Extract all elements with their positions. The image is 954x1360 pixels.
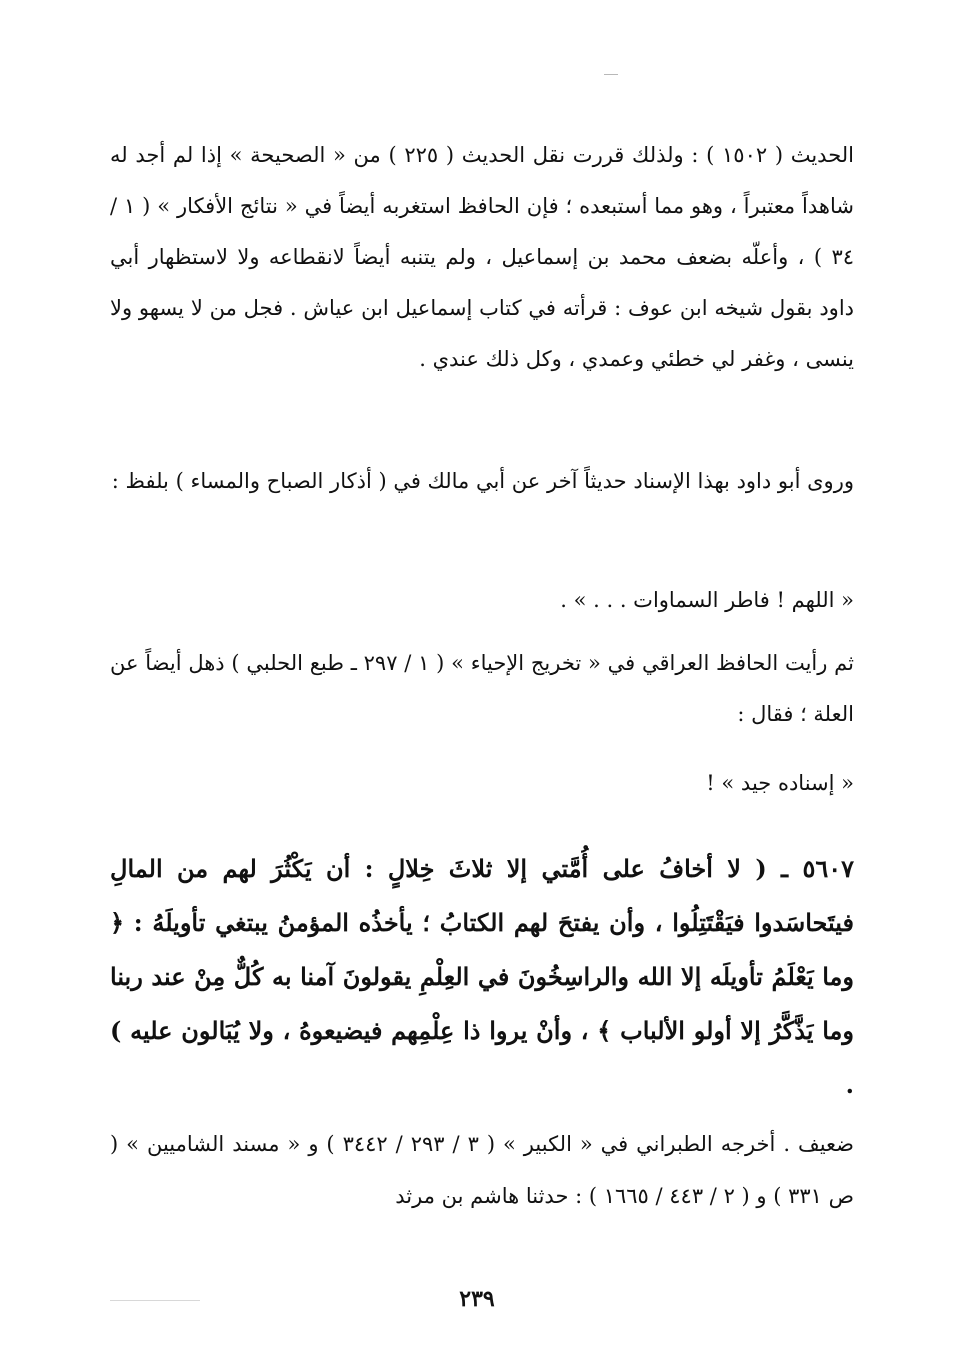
paragraph-text: الحديث ( ١٥٠٢ ) : ولذلك قررت نقل الحديث ( ٢٢٥ ) من « الصحيحة » إذا لم أجد له شاهداً معتبراً ، وهو مما أستبعده ؛ فإن الحافظ استغربه أيضاً في « نتائج الأفكار » ( ١ / ٣٤ ) ، وأعلّه بضعف محمد بن إسماعيل ، ولم يتنبه أيضاً لانقطاعه ولا لاستظهار أبي داود بقول شيخه ابن عوف : قرأته في كتاب إسماعيل ابن عياش . فجل من لا يسهو ولا ينسى ، وغفر لي خطئي وعمدي ، وكل ذلك عندي . [110,143,855,371]
quote-text: « اللهم ! فاطر السماوات . . . » . [560,588,854,612]
paragraph-iraqi [110,638,854,740]
paragraph-text: ثم رأيت الحافظ العراقي في « تخريج الإحياء » ( ١ / ٢٩٧ ـ طبع الحلبي ) ذهل أيضاً عن العلة ؛ فقال : [110,651,854,726]
quote-supplication [110,575,854,626]
paragraph-grading [110,1118,854,1222]
paragraph-text: وروى أبو داود بهذا الإسناد حديثاً آخر عن أبي مالك في ( أذكار الصباح والمساء ) بلفظ : [111,469,854,493]
hadith-entry [110,842,854,1112]
hadith-text: ٥٦٠٧ ـ ( لا أخافُ على أُمَّتي إلا ثلاثَ خِلالٍ : أن يَكْثُرَ لهم من المالِ فيتَحاسَدوا فيَقْتَتِلُوا ، وأن يفتحَ لهم الكتابُ ؛ يأخذُه المؤمنُ يبتغي تأويلَهُ : ﴿ وما يَعْلَمُ تأويلَه إلا الله والراسِخُونَ في العِلْمِ يقولونَ آمنا به كُلٌّ مِنْ عند ربنا وما يَذَّكَّرُ إلا أولو الألباب ﴾ ، وأنْ يروا ذا عِلْمِهم فيضيعوهُ ، ولا يُبَالون عليه ) . [110,854,854,1099]
page-number: ٢٣٩ [459,1286,495,1312]
paragraph-text: ضعيف . أخرجه الطبراني في « الكبير » ( ٣ / ٢٩٣ / ٣٤٤٢ ) و « مسند الشاميين » ( ص ٣٣١ ) و ( ٢ / ٤٤٣ / ١٦٦٥ ) : حدثنا هاشم بن مرثد [110,1132,854,1208]
quote-text: « إسناده جيد » ! [706,771,854,795]
paragraph-commentary [110,130,854,385]
paragraph-abu-dawud [110,456,854,507]
top-scan-mark [604,74,618,75]
quote-isnad [110,758,854,809]
